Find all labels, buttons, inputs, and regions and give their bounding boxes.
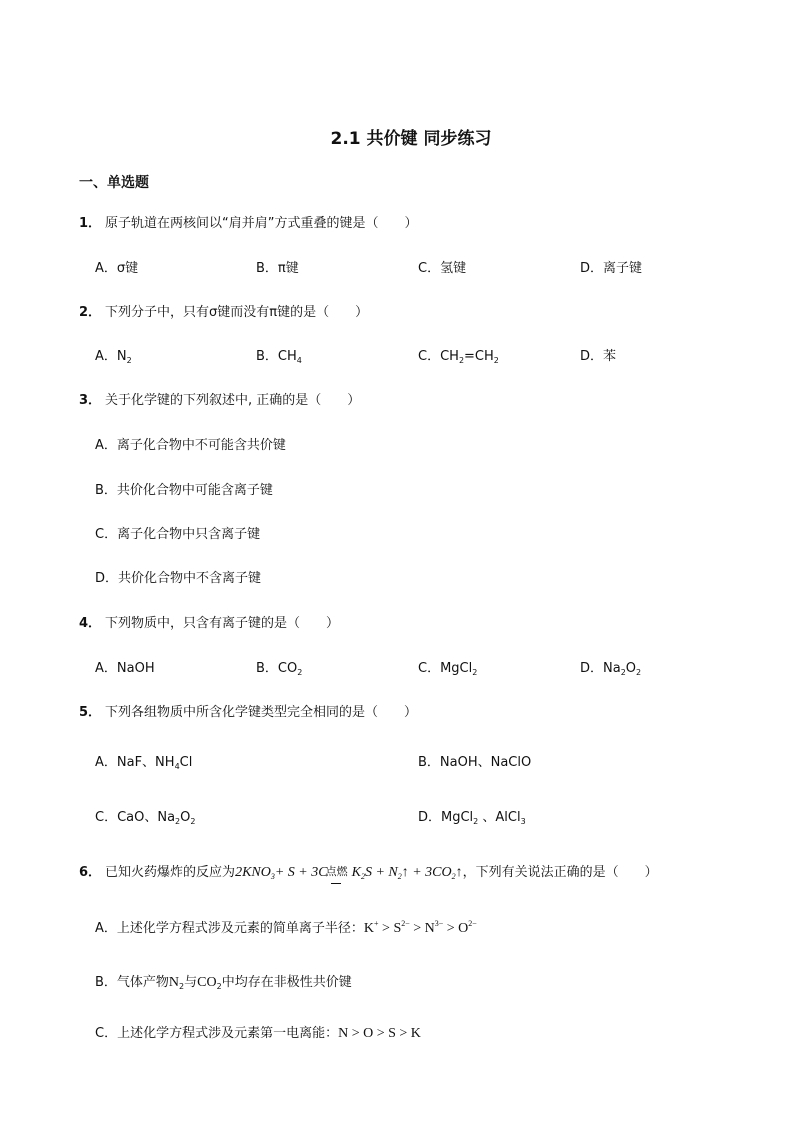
question-5 (79, 701, 417, 720)
question-1 (79, 212, 418, 231)
q2-option-b (256, 345, 302, 365)
subscript: 3 (520, 817, 526, 826)
q1-option-b: B．π键 (256, 261, 299, 276)
option-text: C．CH (418, 349, 459, 364)
option-text: A．NaF、NH (95, 755, 175, 770)
condition-line (331, 883, 341, 884)
option-text: =CH (464, 349, 494, 364)
option-text: D．MgCl (418, 810, 474, 825)
q1-option-a: A．σ键 (95, 261, 139, 276)
superscript: + (374, 919, 379, 928)
option-text: 与 (184, 975, 198, 990)
subscript: 2 (636, 668, 642, 677)
q3-option-c: C．离子化合物中只含离子键 (95, 527, 261, 542)
equation-part: 2KNO (235, 865, 271, 880)
q3-option-d: D．共价化合物中不含离子键 (95, 571, 262, 586)
option-text: C．上述化学方程式涉及元素第一电离能： (95, 1026, 339, 1041)
subscript: 2 (473, 817, 479, 826)
subscript: 4 (296, 356, 302, 365)
option-text: C．MgCl (418, 661, 473, 676)
question-number: 6． (79, 865, 102, 880)
question-2 (79, 301, 368, 320)
option-text: A．N (95, 349, 127, 364)
ion: > S (378, 921, 402, 936)
question-text: ，下列有关说法正确的是（ ） (462, 865, 658, 880)
section-heading: 一、单选题 (79, 175, 149, 191)
ion: > N (409, 921, 435, 936)
superscript: 2− (468, 919, 477, 928)
q3-option-a: A．离子化合物中不可能含共价键 (95, 438, 286, 453)
option-text: A．上述化学方程式涉及元素的简单离子半径： (95, 921, 364, 936)
subscript: 2 (493, 356, 499, 365)
q4-option-b (256, 657, 302, 677)
subscript: 3 (270, 872, 275, 881)
question-number: 1． (79, 216, 102, 231)
option-text: O (180, 810, 191, 825)
option-text: C．CaO、Na (95, 810, 176, 825)
equation-part: ↑ + 3CO (401, 865, 452, 880)
subscript: 2 (458, 356, 465, 365)
subscript: 2 (397, 872, 402, 881)
subscript: 2 (179, 982, 185, 991)
formula: N (168, 975, 180, 990)
q1-option-d: D．离子键 (580, 261, 643, 276)
formula: CO (197, 975, 217, 990)
option-text: O (625, 661, 637, 676)
question-4 (79, 612, 339, 631)
q6-option-b (95, 971, 352, 991)
subscript: 2 (175, 817, 181, 826)
ion: > O (443, 921, 469, 936)
q2-option-d: D．苯 (580, 349, 617, 364)
equation-part: ↑ (455, 865, 463, 880)
question-number: 4． (79, 616, 102, 631)
q5-option-b: B．NaOH、NaClO (418, 755, 532, 770)
q6-option-a (95, 917, 477, 937)
question-6 (79, 861, 658, 881)
equation-part: K (351, 865, 361, 880)
q5-option-a (95, 751, 192, 771)
option-text: 中均存在非极性共价键 (221, 975, 352, 990)
subscript: 2 (297, 668, 303, 677)
superscript: 2− (401, 919, 410, 928)
subscript: 4 (174, 762, 180, 771)
option-text: B．CH (256, 349, 297, 364)
equation-part: S + N (364, 865, 398, 880)
subscript: 2 (620, 668, 626, 677)
q5-option-c (95, 806, 195, 826)
subscript: 2 (216, 982, 222, 991)
option-text: B．CO (256, 661, 298, 676)
question-text: 下列物质中，只含有离子键的是（ ） (105, 616, 340, 631)
superscript: 3− (434, 919, 444, 928)
option-text: B．气体产物 (95, 975, 169, 990)
question-number: 3． (79, 393, 102, 408)
subscript: 2 (190, 817, 196, 826)
condition-label: 点燃 (325, 865, 348, 878)
equation-part: + S + 3C (274, 865, 328, 880)
q6-option-c (95, 1022, 421, 1042)
option-text: D．Na (580, 661, 621, 676)
ion: K (363, 921, 375, 936)
page-title: 2.1 共价键 同步练习 (330, 129, 492, 149)
question-text: 下列分子中，只有σ键而没有π键的是（ ） (105, 305, 369, 320)
reaction-equation (235, 865, 463, 880)
q4-option-d (580, 657, 641, 677)
question-text: 已知火药爆炸的反应为 (105, 865, 236, 880)
q4-option-a: A．NaOH (95, 661, 155, 676)
q1-option-c: C．氢键 (418, 261, 467, 276)
q5-option-d (418, 806, 526, 826)
q4-option-c (418, 657, 477, 677)
question-number: 2． (79, 305, 102, 320)
q2-option-a (95, 345, 132, 365)
question-text: 原子轨道在两核间以“肩并肩”方式重叠的键是（ ） (105, 216, 418, 231)
subscript: 2 (451, 872, 456, 881)
option-text: 、AlCl (478, 810, 521, 825)
question-number: 5． (79, 705, 102, 720)
ion-radius-sequence (364, 921, 477, 936)
q2-option-c (418, 345, 499, 365)
q3-option-b: B．共价化合物中可能含离子键 (95, 483, 273, 498)
option-text: Cl (179, 755, 193, 770)
question-text: 下列各组物质中所含化学键类型完全相同的是（ ） (105, 705, 418, 720)
subscript: 2 (126, 356, 132, 365)
subscript: 2 (360, 872, 365, 881)
subscript: 2 (472, 668, 478, 677)
question-3 (79, 389, 360, 408)
question-text: 关于化学键的下列叙述中, 正确的是（ ） (105, 393, 361, 408)
ionization-sequence: N > O > S > K (338, 1026, 421, 1041)
